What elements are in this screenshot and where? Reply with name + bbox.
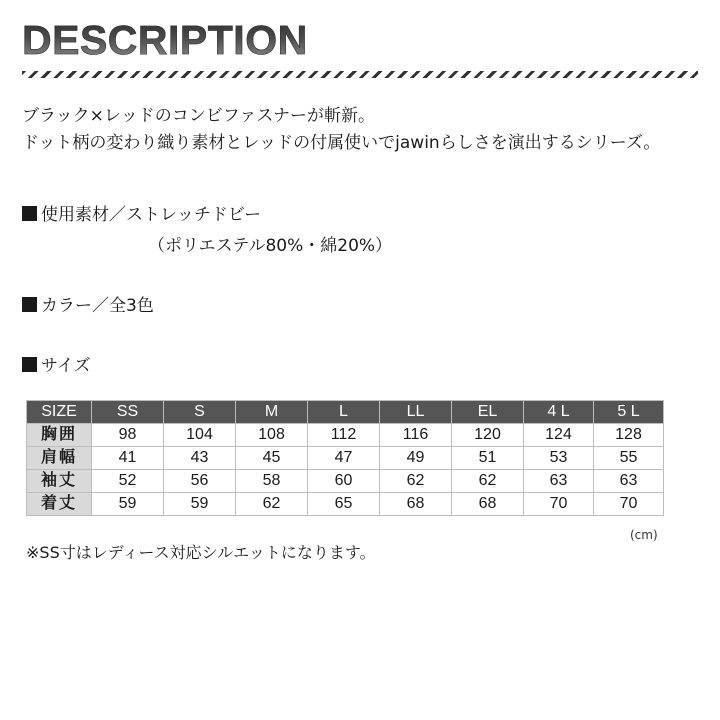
table-cell: 124: [524, 424, 594, 447]
square-bullet-icon: [22, 357, 37, 372]
table-row: [27, 424, 664, 447]
table-cell: 47: [308, 447, 380, 470]
size-column-header: 5 L: [594, 401, 664, 424]
table-cell: 51: [452, 447, 524, 470]
table-cell: 112: [308, 424, 380, 447]
size-column-header: 4 L: [524, 401, 594, 424]
size-spec: [22, 352, 91, 380]
table-cell: 62: [236, 493, 308, 516]
table-cell: 43: [164, 447, 236, 470]
table-cell: 59: [92, 493, 164, 516]
size-header-label: SIZE: [27, 401, 92, 424]
intro-line: ブラック×レッドのコンビファスナーが斬新。: [22, 106, 376, 126]
table-cell: 104: [164, 424, 236, 447]
color-spec: [22, 292, 154, 320]
table-cell: 98: [92, 424, 164, 447]
table-cell: 63: [524, 470, 594, 493]
table-row: [27, 470, 664, 493]
table-cell: 70: [594, 493, 664, 516]
size-column-header: L: [308, 401, 380, 424]
table-cell: 108: [236, 424, 308, 447]
table-cell: 65: [308, 493, 380, 516]
table-row: [27, 493, 664, 516]
row-label: 袖丈: [27, 470, 92, 493]
size-column-header: SS: [92, 401, 164, 424]
size-label: サイズ: [41, 356, 91, 376]
table-cell: 68: [452, 493, 524, 516]
material-label: 使用素材／ストレッチドビー: [41, 205, 262, 225]
row-label: 着丈: [27, 493, 92, 516]
size-column-header: M: [236, 401, 308, 424]
table-cell: 70: [524, 493, 594, 516]
size-column-header: LL: [380, 401, 452, 424]
page-title: DESCRIPTION: [22, 14, 308, 66]
table-cell: 60: [308, 470, 380, 493]
table-cell: 116: [380, 424, 452, 447]
unit-label: (cm): [630, 528, 658, 542]
table-cell: 63: [594, 470, 664, 493]
size-header-row: [27, 401, 664, 424]
hatched-divider: [22, 71, 698, 78]
table-cell: 62: [380, 470, 452, 493]
size-column-header: EL: [452, 401, 524, 424]
row-label: 胸囲: [27, 424, 92, 447]
square-bullet-icon: [22, 206, 37, 221]
table-cell: 62: [452, 470, 524, 493]
table-cell: 52: [92, 470, 164, 493]
table-cell: 68: [380, 493, 452, 516]
size-table: [26, 400, 664, 516]
table-cell: 53: [524, 447, 594, 470]
table-cell: 45: [236, 447, 308, 470]
table-cell: 56: [164, 470, 236, 493]
table-cell: 49: [380, 447, 452, 470]
row-label: 肩幅: [27, 447, 92, 470]
table-cell: 120: [452, 424, 524, 447]
table-cell: 55: [594, 447, 664, 470]
table-cell: 41: [92, 447, 164, 470]
color-label: カラー／全3色: [41, 296, 154, 316]
table-row: [27, 447, 664, 470]
square-bullet-icon: [22, 297, 37, 312]
table-cell: 58: [236, 470, 308, 493]
intro-line: ドット柄の変わり織り素材とレッドの付属使いでjawinらしさを演出するシリーズ。: [22, 133, 661, 153]
intro-text: [22, 103, 660, 157]
table-cell: 128: [594, 424, 664, 447]
size-note: ※SS寸はレディース対応シルエットになります。: [26, 543, 376, 562]
table-cell: 59: [164, 493, 236, 516]
material-spec: [22, 201, 261, 229]
material-composition: （ポリエステル80%・綿20%）: [148, 236, 393, 256]
size-column-header: S: [164, 401, 236, 424]
